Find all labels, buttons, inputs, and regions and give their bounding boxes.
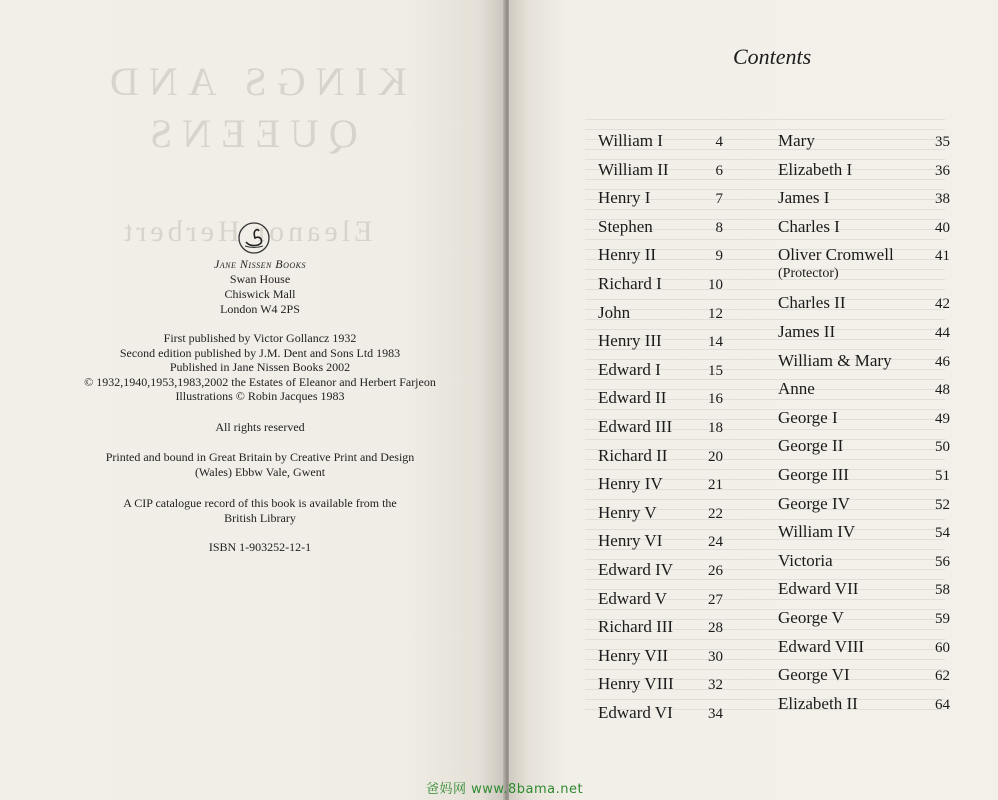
toc-entry-page: 28	[708, 620, 723, 637]
toc-entry-page: 38	[935, 191, 950, 208]
toc-entry-name: William I	[598, 131, 663, 150]
printer-info	[60, 450, 460, 480]
history-line: Published in Jane Nissen Books 2002	[169, 360, 351, 374]
toc-entry-name: Richard III	[598, 617, 674, 637]
toc-entry	[598, 560, 723, 589]
toc-entry	[778, 217, 950, 246]
watermark-url: www.8bama.net	[471, 782, 584, 797]
cip-notice	[60, 496, 460, 526]
publication-history	[60, 331, 460, 404]
toc-entry-page: 41	[935, 248, 950, 265]
toc-entry-name: Charles I	[778, 216, 840, 236]
toc-entry-name: William IV	[778, 522, 856, 542]
toc-entry	[778, 322, 950, 351]
isbn: ISBN 1-903252-12-1	[208, 540, 312, 554]
toc-entry	[598, 331, 723, 360]
publisher-address	[60, 257, 460, 317]
toc-entry-page: 52	[935, 496, 950, 513]
toc-entry-name: Edward III	[598, 416, 673, 436]
toc-entry-name: Mary	[778, 131, 815, 150]
toc-entry	[778, 579, 950, 608]
cip-line: A CIP catalogue record of this book is available from the	[123, 496, 397, 510]
toc-entry-name: Henry I	[598, 188, 651, 208]
toc-entry-note: (Protector)	[778, 266, 839, 282]
toc-entry-page: 54	[935, 525, 950, 542]
toc-entry-name: Edward V	[598, 588, 668, 608]
toc-entry	[778, 494, 950, 523]
show-through-decoration: KINGS AND	[100, 59, 407, 104]
toc-entry	[598, 388, 723, 417]
toc-entry-name: Elizabeth I	[778, 159, 853, 179]
toc-entry-name: William II	[598, 159, 669, 179]
toc-entry	[598, 503, 723, 532]
toc-entry-page: 22	[708, 505, 723, 522]
toc-entry-page: 15	[708, 362, 723, 379]
toc-entry	[598, 188, 723, 217]
toc-entry	[598, 531, 723, 560]
toc-entry-name: John	[598, 302, 631, 322]
toc-entry	[598, 217, 723, 246]
history-line: First published by Victor Gollancz 1932	[163, 331, 357, 345]
toc-entry	[598, 303, 723, 332]
toc-entry-name: Anne	[778, 379, 815, 399]
toc-entry-page: 34	[708, 705, 723, 722]
toc-entry-page: 6	[715, 162, 723, 179]
toc-entry-page: 50	[935, 439, 950, 456]
toc-entry	[598, 589, 723, 618]
address-line: London W4 2PS	[220, 302, 300, 316]
toc-entry	[598, 274, 723, 303]
toc-entry-name: Edward I	[598, 359, 661, 379]
toc-entry	[598, 703, 723, 732]
cip-line: British Library	[224, 511, 296, 525]
printer-line: Printed and bound in Great Britain by Creative Print and Design	[105, 450, 415, 464]
toc-entry-page: 4	[715, 134, 723, 150]
toc-entry	[778, 608, 950, 637]
contents-column-1	[598, 131, 723, 731]
toc-entry-page: 30	[708, 648, 723, 665]
toc-entry-name: Stephen	[598, 216, 653, 236]
toc-entry-page: 35	[935, 134, 950, 150]
toc-entry-page: 27	[708, 591, 723, 608]
toc-entry-name: George I	[778, 407, 838, 427]
address-line: Chiswick Mall	[224, 287, 296, 301]
toc-entry	[778, 293, 950, 322]
toc-entry-page: 60	[935, 639, 950, 656]
contents-column-2	[778, 131, 950, 722]
toc-entry-page: 36	[935, 162, 950, 179]
toc-entry	[598, 646, 723, 675]
toc-entry-name: Elizabeth II	[778, 693, 858, 713]
toc-entry-page: 14	[708, 334, 723, 351]
toc-entry-page: 18	[708, 419, 723, 436]
toc-entry	[598, 446, 723, 475]
toc-entry-name: Henry V	[598, 502, 657, 522]
toc-entry-page: 46	[935, 353, 950, 370]
toc-entry-name: George VI	[778, 665, 850, 685]
toc-entry-name: George II	[778, 436, 844, 456]
history-line: © 1932,1940,1953,1983,2002 the Estates of Eleanor and Herbert Farjeon	[84, 374, 436, 389]
toc-entry-name: Henry II	[598, 245, 657, 265]
toc-entry-name: James II	[778, 321, 836, 341]
printer-line: (Wales) Ebbw Vale, Gwent	[194, 465, 326, 479]
toc-entry	[598, 131, 723, 160]
toc-entry	[778, 188, 950, 217]
toc-entry-page: 26	[708, 562, 723, 579]
toc-entry	[778, 436, 950, 465]
swan-logo-icon	[237, 222, 271, 254]
toc-entry-page: 40	[935, 219, 950, 236]
toc-entry	[778, 379, 950, 408]
toc-entry-page: 16	[708, 391, 723, 408]
toc-entry-page: 51	[935, 467, 950, 484]
toc-entry	[598, 160, 723, 189]
toc-entry-page: 12	[708, 305, 723, 322]
publisher-name: Jane Nissen Books	[213, 257, 307, 271]
show-through-decoration: QUEENS	[140, 111, 358, 156]
contents-title: Contents	[733, 44, 812, 69]
toc-entry	[778, 160, 950, 189]
toc-entry-name: Charles II	[778, 293, 846, 313]
toc-entry-page: 48	[935, 382, 950, 399]
toc-entry-name: Edward VIII	[778, 636, 865, 656]
toc-entry-page: 42	[935, 296, 950, 313]
toc-entry	[778, 637, 950, 666]
toc-entry-page: 58	[935, 582, 950, 599]
toc-entry-name: Edward VII	[778, 579, 859, 599]
toc-entry-name: Richard II	[598, 445, 668, 465]
toc-entry	[778, 131, 950, 160]
toc-entry-name: William & Mary	[778, 350, 892, 370]
toc-entry-page: 10	[708, 276, 723, 293]
toc-entry-name: Henry VI	[598, 531, 663, 551]
toc-entry-page: 44	[935, 324, 950, 341]
toc-entry-page: 24	[708, 534, 723, 551]
toc-entry	[778, 351, 950, 380]
toc-entry	[598, 474, 723, 503]
toc-entry-name: Edward II	[598, 388, 667, 408]
toc-entry-name: Edward IV	[598, 559, 674, 579]
toc-entry-page: 7	[715, 191, 723, 208]
toc-entry-name: George IV	[778, 493, 850, 513]
toc-entry-name: Richard I	[598, 273, 662, 293]
toc-entry	[778, 245, 950, 293]
toc-entry-page: 64	[935, 696, 950, 713]
toc-entry	[598, 617, 723, 646]
toc-entry	[778, 665, 950, 694]
rights-notice: All rights reserved	[215, 420, 305, 434]
toc-entry-page: 8	[715, 219, 723, 236]
toc-entry-name: Henry VII	[598, 645, 669, 665]
toc-entry-name: Victoria	[778, 550, 833, 570]
toc-entry-name: Henry VIII	[598, 674, 674, 694]
toc-entry-name: Edward VI	[598, 702, 673, 722]
toc-entry	[598, 245, 723, 274]
toc-entry-page: 59	[935, 610, 950, 627]
toc-entry-name: Henry III	[598, 331, 662, 351]
toc-entry	[778, 551, 950, 580]
toc-entry	[778, 408, 950, 437]
toc-entry	[598, 360, 723, 389]
watermark	[426, 778, 583, 797]
toc-entry-page: 20	[708, 448, 723, 465]
toc-entry	[778, 694, 950, 723]
show-through-decoration: Eleanor Herbert	[120, 215, 373, 248]
toc-entry-name: Oliver Cromwell	[778, 245, 894, 265]
toc-entry	[598, 674, 723, 703]
toc-entry-page: 9	[715, 248, 723, 265]
toc-entry	[598, 417, 723, 446]
toc-entry-page: 56	[935, 553, 950, 570]
watermark-site: 爸妈网	[426, 782, 467, 797]
address-line: Swan House	[229, 272, 291, 286]
history-line: Second edition published by J.M. Dent and Sons Ltd 1983	[119, 345, 401, 360]
toc-entry-page: 62	[935, 668, 950, 685]
toc-entry-page: 32	[708, 677, 723, 694]
toc-entry-name: Henry IV	[598, 474, 663, 494]
toc-entry-page: 21	[708, 477, 723, 494]
history-line: Illustrations © Robin Jacques 1983	[175, 389, 345, 403]
toc-entry	[778, 465, 950, 494]
toc-entry-name: George III	[778, 464, 849, 484]
toc-entry-name: James I	[778, 188, 830, 208]
toc-entry-name: George V	[778, 607, 844, 627]
toc-entry	[778, 522, 950, 551]
toc-entry-page: 49	[935, 410, 950, 427]
